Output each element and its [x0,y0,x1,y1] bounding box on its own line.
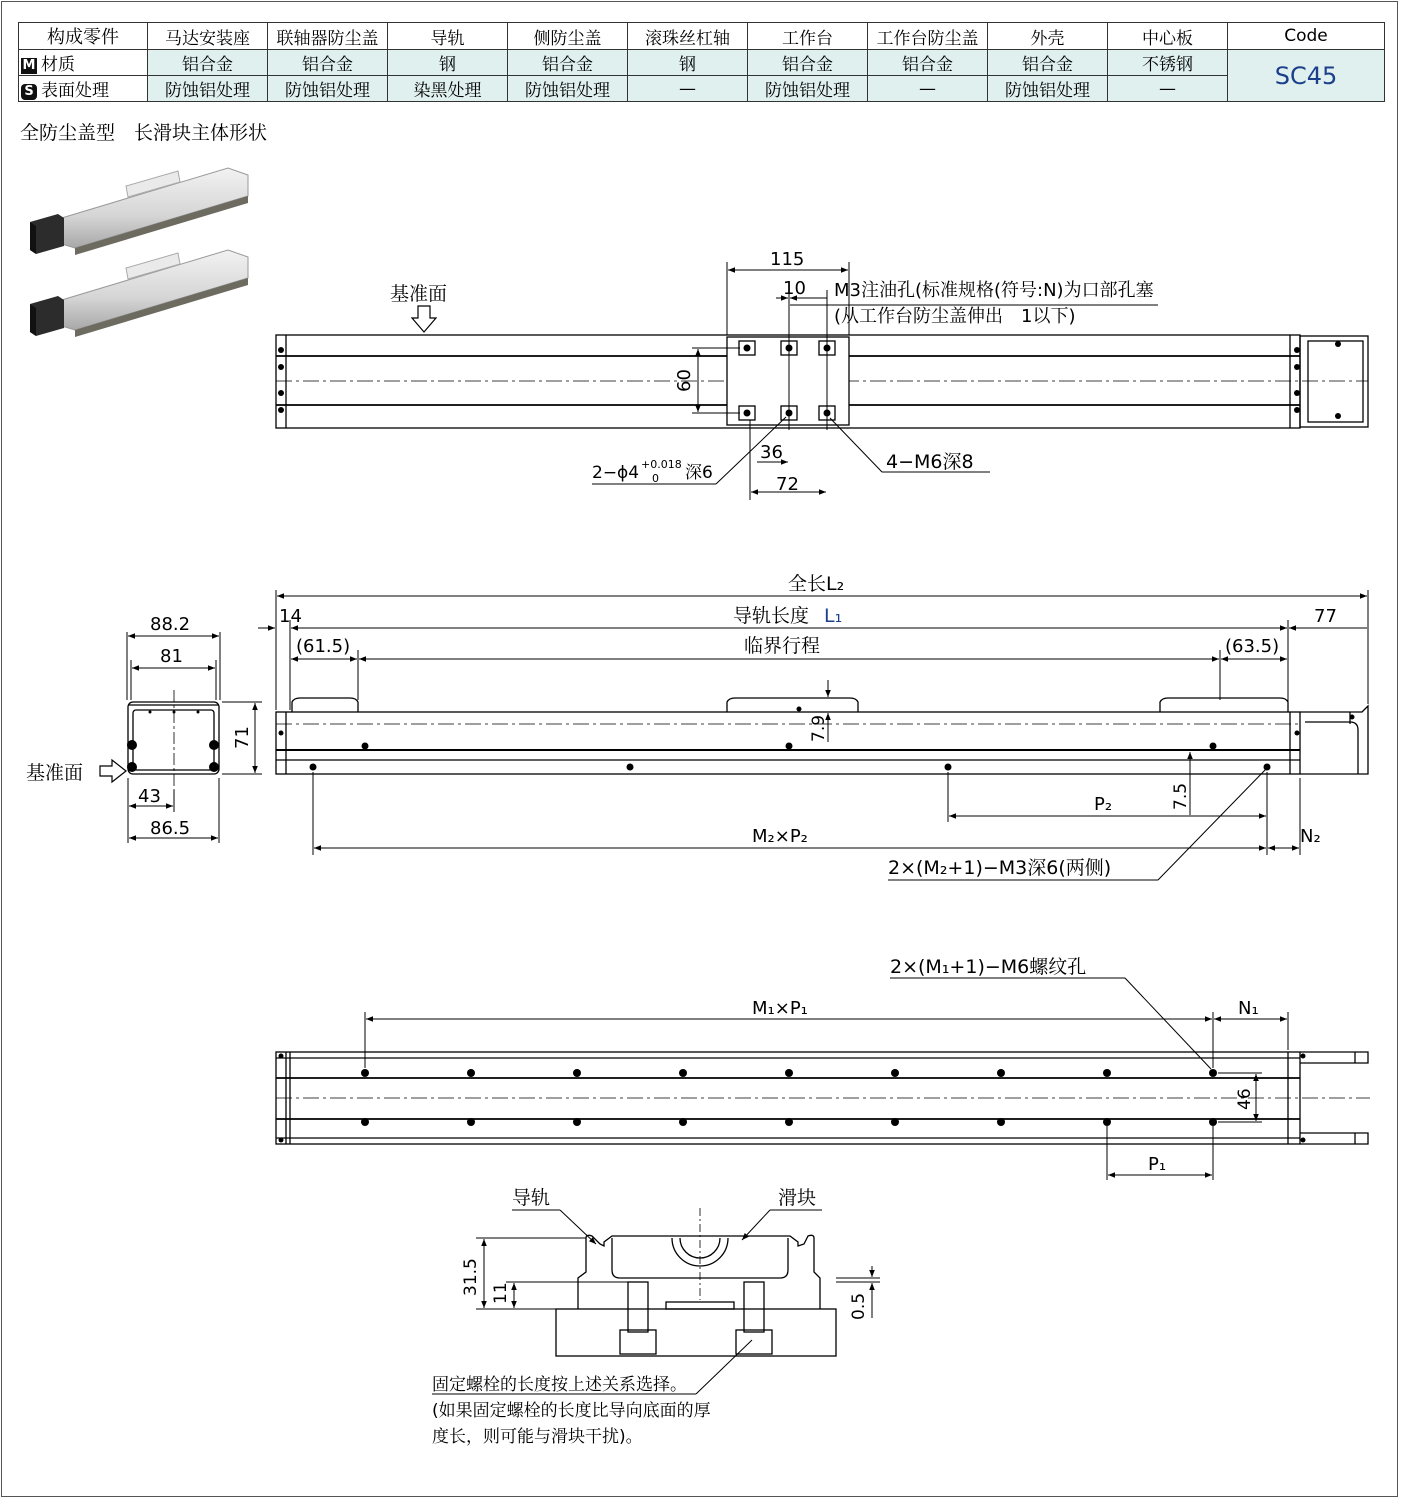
end-datum-label: 基准面 [26,762,84,784]
dim-7-5: 7.5 [1171,782,1191,810]
m1p1-label: M₁×P₁ [752,998,808,1019]
material-cell: 铝合金 [508,50,628,76]
overall-length: 全长L₂ [788,573,845,595]
column-header: 联轴器防尘盖 [268,23,388,50]
dim-60: 60 [674,369,695,392]
dim-86-5: 86.5 [150,818,191,839]
n2-label: N₂ [1300,826,1321,847]
dim-46: 46 [1235,1088,1255,1110]
surface-cell: — [1108,76,1228,102]
material-cell: 铝合金 [988,50,1108,76]
column-header: 工作台 [748,23,868,50]
material-cell: 铝合金 [268,50,388,76]
pin-hole-tol-lower: 0 [652,472,659,485]
n1-label: N₁ [1238,998,1259,1019]
material-cell: 铝合金 [148,50,268,76]
bottom-holes-note: 2×(M₁+1)−M6螺纹孔 [890,956,1087,978]
column-header: 滚珠丝杠轴 [628,23,748,50]
dim-7-9: 7.9 [809,714,829,742]
dim-72: 72 [776,474,799,495]
product-photo-2 [30,250,248,337]
surface-cell: 防蚀铝处理 [748,76,868,102]
dim-11: 11 [491,1282,511,1304]
code-value: SC45 [1228,50,1385,102]
bottom-view-dimensions [365,978,1288,1180]
product-photo-1 [30,168,248,255]
surface-cell: 防蚀铝处理 [268,76,388,102]
rail-length-symbol: L₁ [824,605,843,627]
dim-115: 115 [770,249,805,270]
code-header: Code [1228,23,1385,50]
pin-hole-suffix: 深6 [685,463,713,483]
dim-77: 77 [1314,606,1337,627]
top-view [276,335,1368,428]
column-header: 侧防尘盖 [508,23,628,50]
material-cell: 铝合金 [748,50,868,76]
oil-hole-note-1: M3注油孔(标准规格(符号:N)为口部孔塞 [834,280,1154,301]
dim-81: 81 [160,646,183,667]
pin-hole-tol-upper: +0.018 [641,458,682,471]
m2p2-label: M₂×P₂ [752,826,808,847]
column-header: 马达安装座 [148,23,268,50]
end-view-holes [127,711,219,773]
rail-label: 导轨 [512,1187,551,1209]
pin-hole-prefix: 2−ϕ4 [592,463,640,483]
dim-31-5: 31.5 [461,1258,481,1296]
bottom-view-labels [752,956,1259,1175]
column-header: 外壳 [988,23,1108,50]
dim-36: 36 [760,442,783,463]
column-header: 工作台防尘盖 [868,23,988,50]
dim-71: 71 [232,726,253,749]
top-datum-label: 基准面 [390,283,448,305]
bottom-view [276,1052,1370,1144]
bolt-note-3: 度长，则可能与滑块干扰)。 [432,1427,643,1447]
tapped-holes-note: 4−M6深8 [886,451,974,473]
bolt-note-1: 固定螺栓的长度按上述关系选择。 [432,1375,687,1395]
p1-label: P₁ [1148,1154,1167,1175]
column-header: 中心板 [1108,23,1228,50]
oil-hole-note-2: (从工作台防尘盖伸出 1以下) [834,306,1076,327]
dim-0-5: 0.5 [849,1292,869,1320]
slider-label: 滑块 [778,1187,817,1209]
p2-label: P₂ [1094,794,1113,815]
dim-14: 14 [279,606,302,627]
surface-cell: 防蚀铝处理 [988,76,1108,102]
column-header: 导轨 [388,23,508,50]
dim-61-5: (61.5) [296,636,351,657]
bolt-note-2: (如果固定螺栓的长度比导向底面的厚 [432,1401,711,1421]
material-cell: 铝合金 [868,50,988,76]
surface-cell: 防蚀铝处理 [508,76,628,102]
surface-cell: — [868,76,988,102]
dim-63-5: (63.5) [1225,636,1280,657]
material-cell: 不锈钢 [1108,50,1228,76]
surface-cell: 防蚀铝处理 [148,76,268,102]
rail-length-label: 导轨长度 [733,605,810,627]
material-cell: 钢 [388,50,508,76]
components-header: 构成零件 [19,23,148,50]
surface-cell: 染黑处理 [388,76,508,102]
surface-cell: — [628,76,748,102]
surface-badge: S [21,84,37,100]
material-cell: 钢 [628,50,748,76]
end-view [128,690,219,790]
section-view-labels [432,1187,869,1447]
material-label: 材质 [41,55,75,75]
dim-88-2: 88.2 [150,614,191,635]
material-badge: M [22,58,36,73]
stroke-label: 临界行程 [744,635,821,657]
subtitle: 全防尘盖型 长滑块主体形状 [20,122,268,144]
dim-10: 10 [783,278,806,299]
surface-label: 表面处理 [41,81,109,101]
side-view-labels [279,573,1337,879]
side-holes-note: 2×(M₂+1)−M3深6(两侧) [888,857,1112,879]
dim-43: 43 [138,786,161,807]
